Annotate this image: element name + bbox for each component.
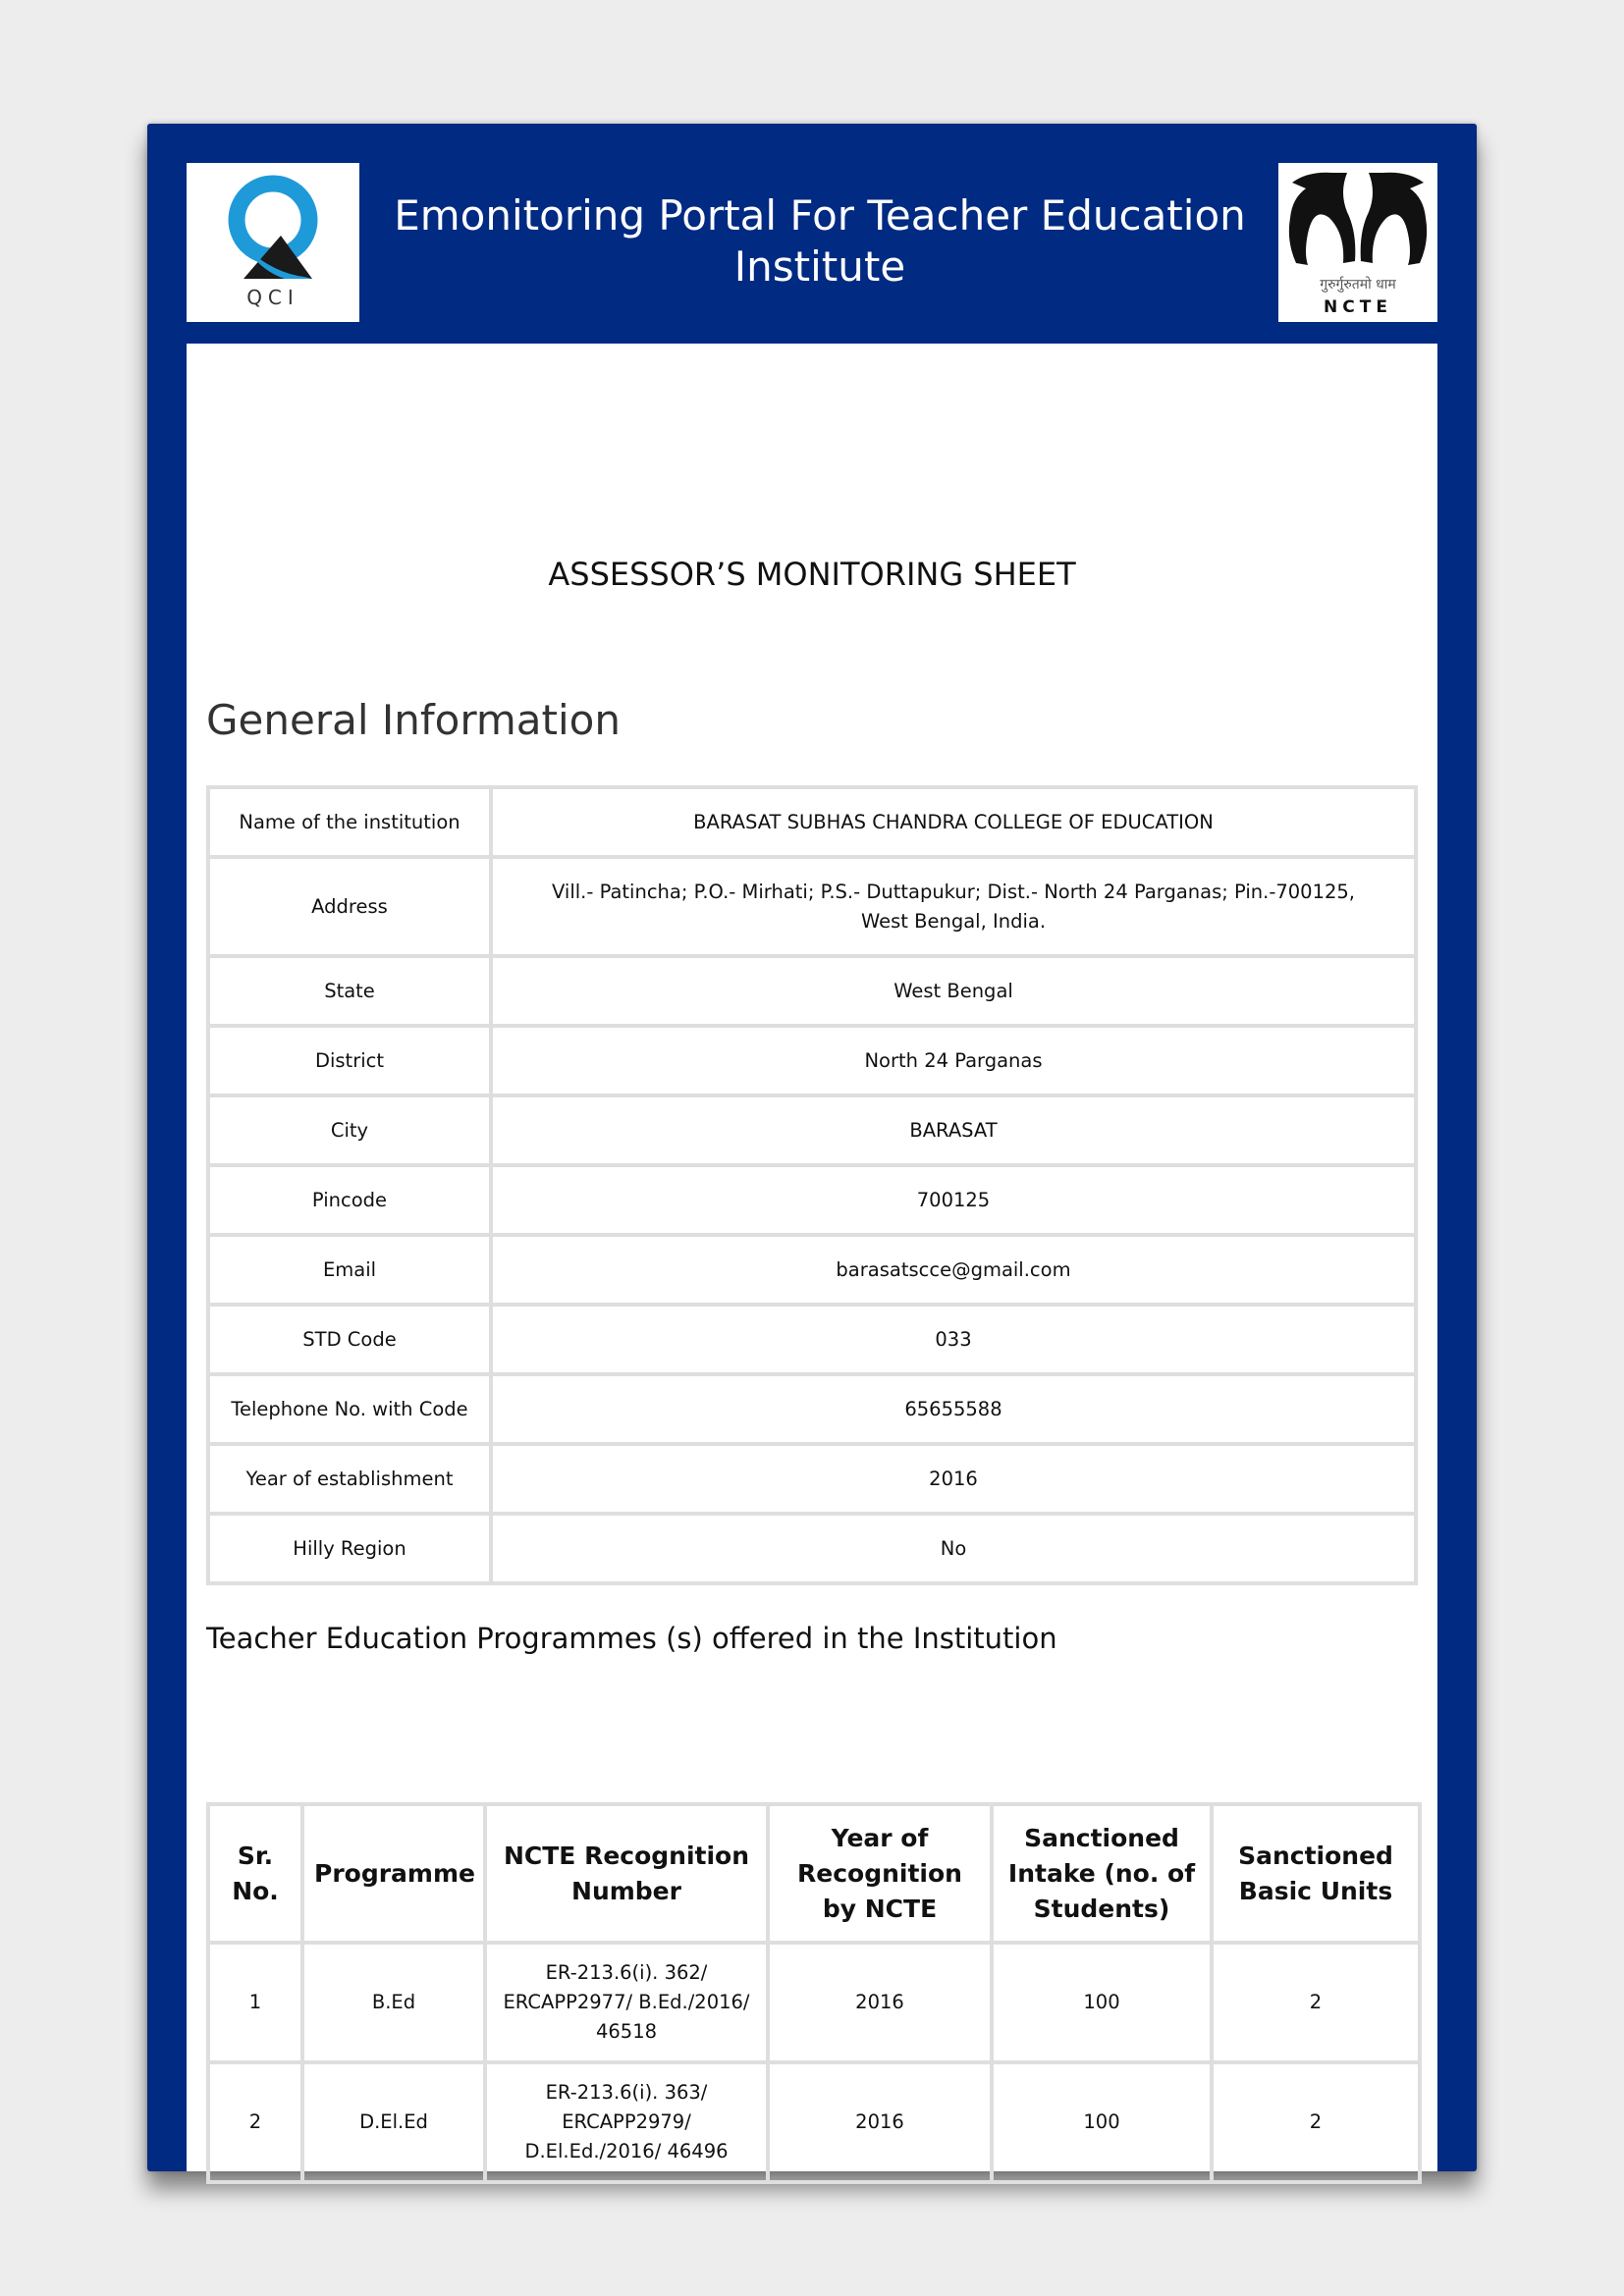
label-district: District — [208, 1026, 491, 1095]
cell-programme: B.Ed — [302, 1943, 485, 2062]
cell-recognition-number: ER-213.6(i). 363/ ERCAPP2979/ D.El.Ed./2016/ 46496 — [485, 2062, 768, 2182]
table-row — [208, 857, 1416, 956]
column-header-year-of-recognition: Year of Recognition by NCTE — [768, 1804, 992, 1943]
value-telephone: 65655588 — [491, 1374, 1416, 1444]
label-institution-name: Name of the institution — [208, 787, 491, 857]
ncte-tagline: गुरुर्गुरुतमो धाम — [1320, 277, 1396, 293]
qci-logo-text: QCI — [246, 286, 299, 309]
table-row — [208, 1374, 1416, 1444]
ncte-logo-text: NCTE — [1324, 297, 1392, 317]
label-std-code: STD Code — [208, 1305, 491, 1374]
programmes-table — [206, 1802, 1422, 2184]
cell-sr-no: 1 — [208, 1943, 302, 2062]
value-pincode: 700125 — [491, 1165, 1416, 1235]
label-city: City — [208, 1095, 491, 1165]
cell-intake: 100 — [992, 1943, 1212, 2062]
value-email: barasatscce@gmail.com — [491, 1235, 1416, 1305]
ncte-logo — [1278, 163, 1437, 322]
cell-year: 2016 — [768, 1943, 992, 2062]
monitoring-sheet — [187, 344, 1437, 2171]
value-address: Vill.- Patincha; P.O.- Mirhati; P.S.- Duttapukur; Dist.- North 24 Parganas; Pin.-700125, West Bengal, India. — [491, 857, 1416, 956]
sheet-title: ASSESSOR’S MONITORING SHEET — [548, 556, 1076, 593]
table-row — [208, 1095, 1416, 1165]
cell-units: 2 — [1212, 2062, 1420, 2182]
table-row — [208, 1444, 1416, 1514]
value-year-established: 2016 — [491, 1444, 1416, 1514]
table-row — [208, 1235, 1416, 1305]
column-header-sanctioned-intake: Sanctioned Intake (no. of Students) — [992, 1804, 1212, 1943]
portal-header — [147, 124, 1477, 344]
table-row — [208, 956, 1416, 1026]
value-hilly-region: No — [491, 1514, 1416, 1583]
general-information-heading: General Information — [206, 696, 621, 744]
table-row — [208, 1305, 1416, 1374]
table-row — [208, 1514, 1416, 1583]
cell-recognition-number: ER-213.6(i). 362/ ERCAPP2977/ B.Ed./2016/ 46518 — [485, 1943, 768, 2062]
qci-logo-icon — [187, 163, 359, 322]
cell-units: 2 — [1212, 1943, 1420, 2062]
label-pincode: Pincode — [208, 1165, 491, 1235]
table-header-row — [208, 1804, 1420, 1943]
page-frame — [147, 124, 1477, 2171]
column-header-recognition-number: NCTE Recognition Number — [485, 1804, 768, 1943]
column-header-sr-no: Sr. No. — [208, 1804, 302, 1943]
column-header-sanctioned-units: Sanctioned Basic Units — [1212, 1804, 1420, 1943]
label-state: State — [208, 956, 491, 1026]
label-telephone: Telephone No. with Code — [208, 1374, 491, 1444]
cell-year: 2016 — [768, 2062, 992, 2182]
general-information-table — [206, 785, 1418, 1585]
cell-sr-no: 2 — [208, 2062, 302, 2182]
cell-programme: D.El.Ed — [302, 2062, 485, 2182]
label-year-established: Year of establishment — [208, 1444, 491, 1514]
qci-logo — [187, 163, 359, 322]
value-district: North 24 Parganas — [491, 1026, 1416, 1095]
value-state: West Bengal — [491, 956, 1416, 1026]
value-institution-name: BARASAT SUBHAS CHANDRA COLLEGE OF EDUCATION — [491, 787, 1416, 857]
cell-intake: 100 — [992, 2062, 1212, 2182]
table-row — [208, 2062, 1420, 2182]
programmes-heading: Teacher Education Programmes (s) offered in the Institution — [206, 1622, 1057, 1655]
label-address: Address — [208, 857, 491, 956]
table-row — [208, 787, 1416, 857]
table-row — [208, 1026, 1416, 1095]
column-header-programme: Programme — [302, 1804, 485, 1943]
value-city: BARASAT — [491, 1095, 1416, 1165]
label-email: Email — [208, 1235, 491, 1305]
table-row — [208, 1943, 1420, 2062]
table-row — [208, 1165, 1416, 1235]
value-std-code: 033 — [491, 1305, 1416, 1374]
label-hilly-region: Hilly Region — [208, 1514, 491, 1583]
ncte-logo-icon — [1278, 163, 1437, 322]
portal-title: Emonitoring Portal For Teacher Education Institute — [394, 191, 1246, 291]
